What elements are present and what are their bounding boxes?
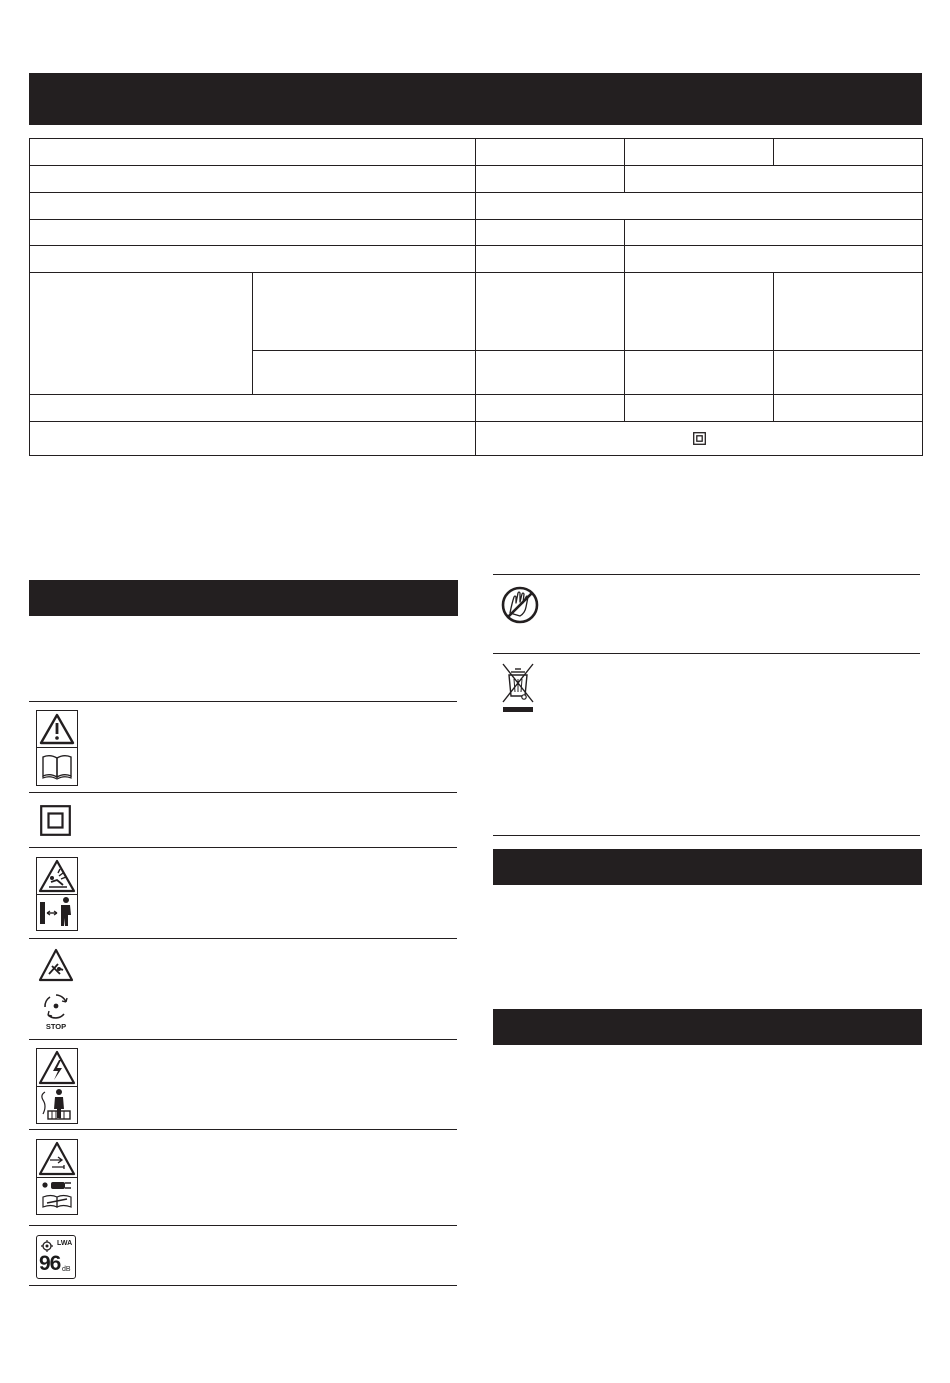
table-cell: [30, 139, 476, 166]
divider: [29, 792, 457, 793]
flying-debris-keep-distance-icon: [36, 857, 78, 931]
table-cell: [476, 166, 625, 193]
electric-shock-cable-icon: [36, 1048, 78, 1124]
table-cell: [625, 273, 774, 351]
stop-label: STOP: [45, 1022, 67, 1031]
sound-level-unit: dB: [62, 1266, 71, 1273]
table-cell: [253, 273, 476, 351]
table-cell: [253, 351, 476, 395]
table-cell: [30, 193, 476, 220]
table-cell: [774, 351, 923, 395]
divider: [29, 1129, 457, 1130]
table-cell: [625, 220, 923, 246]
table-cell: [30, 246, 476, 273]
table-cell: [774, 395, 923, 422]
symbols-section-header: [29, 580, 458, 616]
table-row: [30, 422, 923, 456]
unplug-before-maintenance-icon: [36, 1139, 78, 1215]
table-cell: [30, 220, 476, 246]
table-row: [30, 246, 923, 273]
sound-power-level-icon: [36, 1235, 76, 1279]
right-section-header-2: [493, 1009, 922, 1045]
crossed-out-wheelie-bin-icon: [500, 660, 536, 714]
table-cell: [625, 139, 774, 166]
table-cell: [625, 395, 774, 422]
table-cell: [476, 395, 625, 422]
table-cell: [476, 246, 625, 273]
table-cell: [476, 193, 923, 220]
technical-data-header: [29, 73, 922, 125]
table-cell: [30, 166, 476, 193]
table-cell: [30, 422, 476, 456]
table-cell: [476, 351, 625, 395]
table-row: [30, 273, 923, 351]
divider: [29, 938, 457, 939]
warning-read-manual-icon: [36, 710, 78, 786]
divider: [29, 701, 457, 702]
table-row: [30, 220, 923, 246]
double-insulation-icon: [40, 805, 71, 836]
table-cell: [30, 395, 476, 422]
no-hand-contact-icon: [500, 585, 540, 625]
table-cell: [476, 422, 923, 456]
table-cell: [476, 220, 625, 246]
table-cell: [774, 273, 923, 351]
divider: [493, 653, 920, 654]
divider: [29, 1039, 457, 1040]
table-cell: [30, 273, 253, 395]
divider: [493, 835, 920, 836]
divider: [29, 847, 457, 848]
table-cell: [774, 139, 923, 166]
table-cell: [476, 273, 625, 351]
double-insulation-icon: [693, 432, 706, 445]
table-cell: [625, 351, 774, 395]
divider: [493, 574, 920, 575]
table-cell: [625, 166, 923, 193]
sound-level-value: 96: [39, 1252, 61, 1275]
divider: [29, 1225, 457, 1226]
table-cell: [625, 246, 923, 273]
sound-level-label: LWA: [57, 1240, 73, 1247]
sharp-blades-stop-icon: [36, 946, 76, 1032]
table-cell: [476, 139, 625, 166]
right-section-header-1: [493, 849, 922, 885]
specification-table: [29, 138, 923, 456]
table-row: [30, 395, 923, 422]
divider: [29, 1285, 457, 1286]
table-row: [30, 166, 923, 193]
table-row: [30, 139, 923, 166]
table-row: [30, 193, 923, 220]
